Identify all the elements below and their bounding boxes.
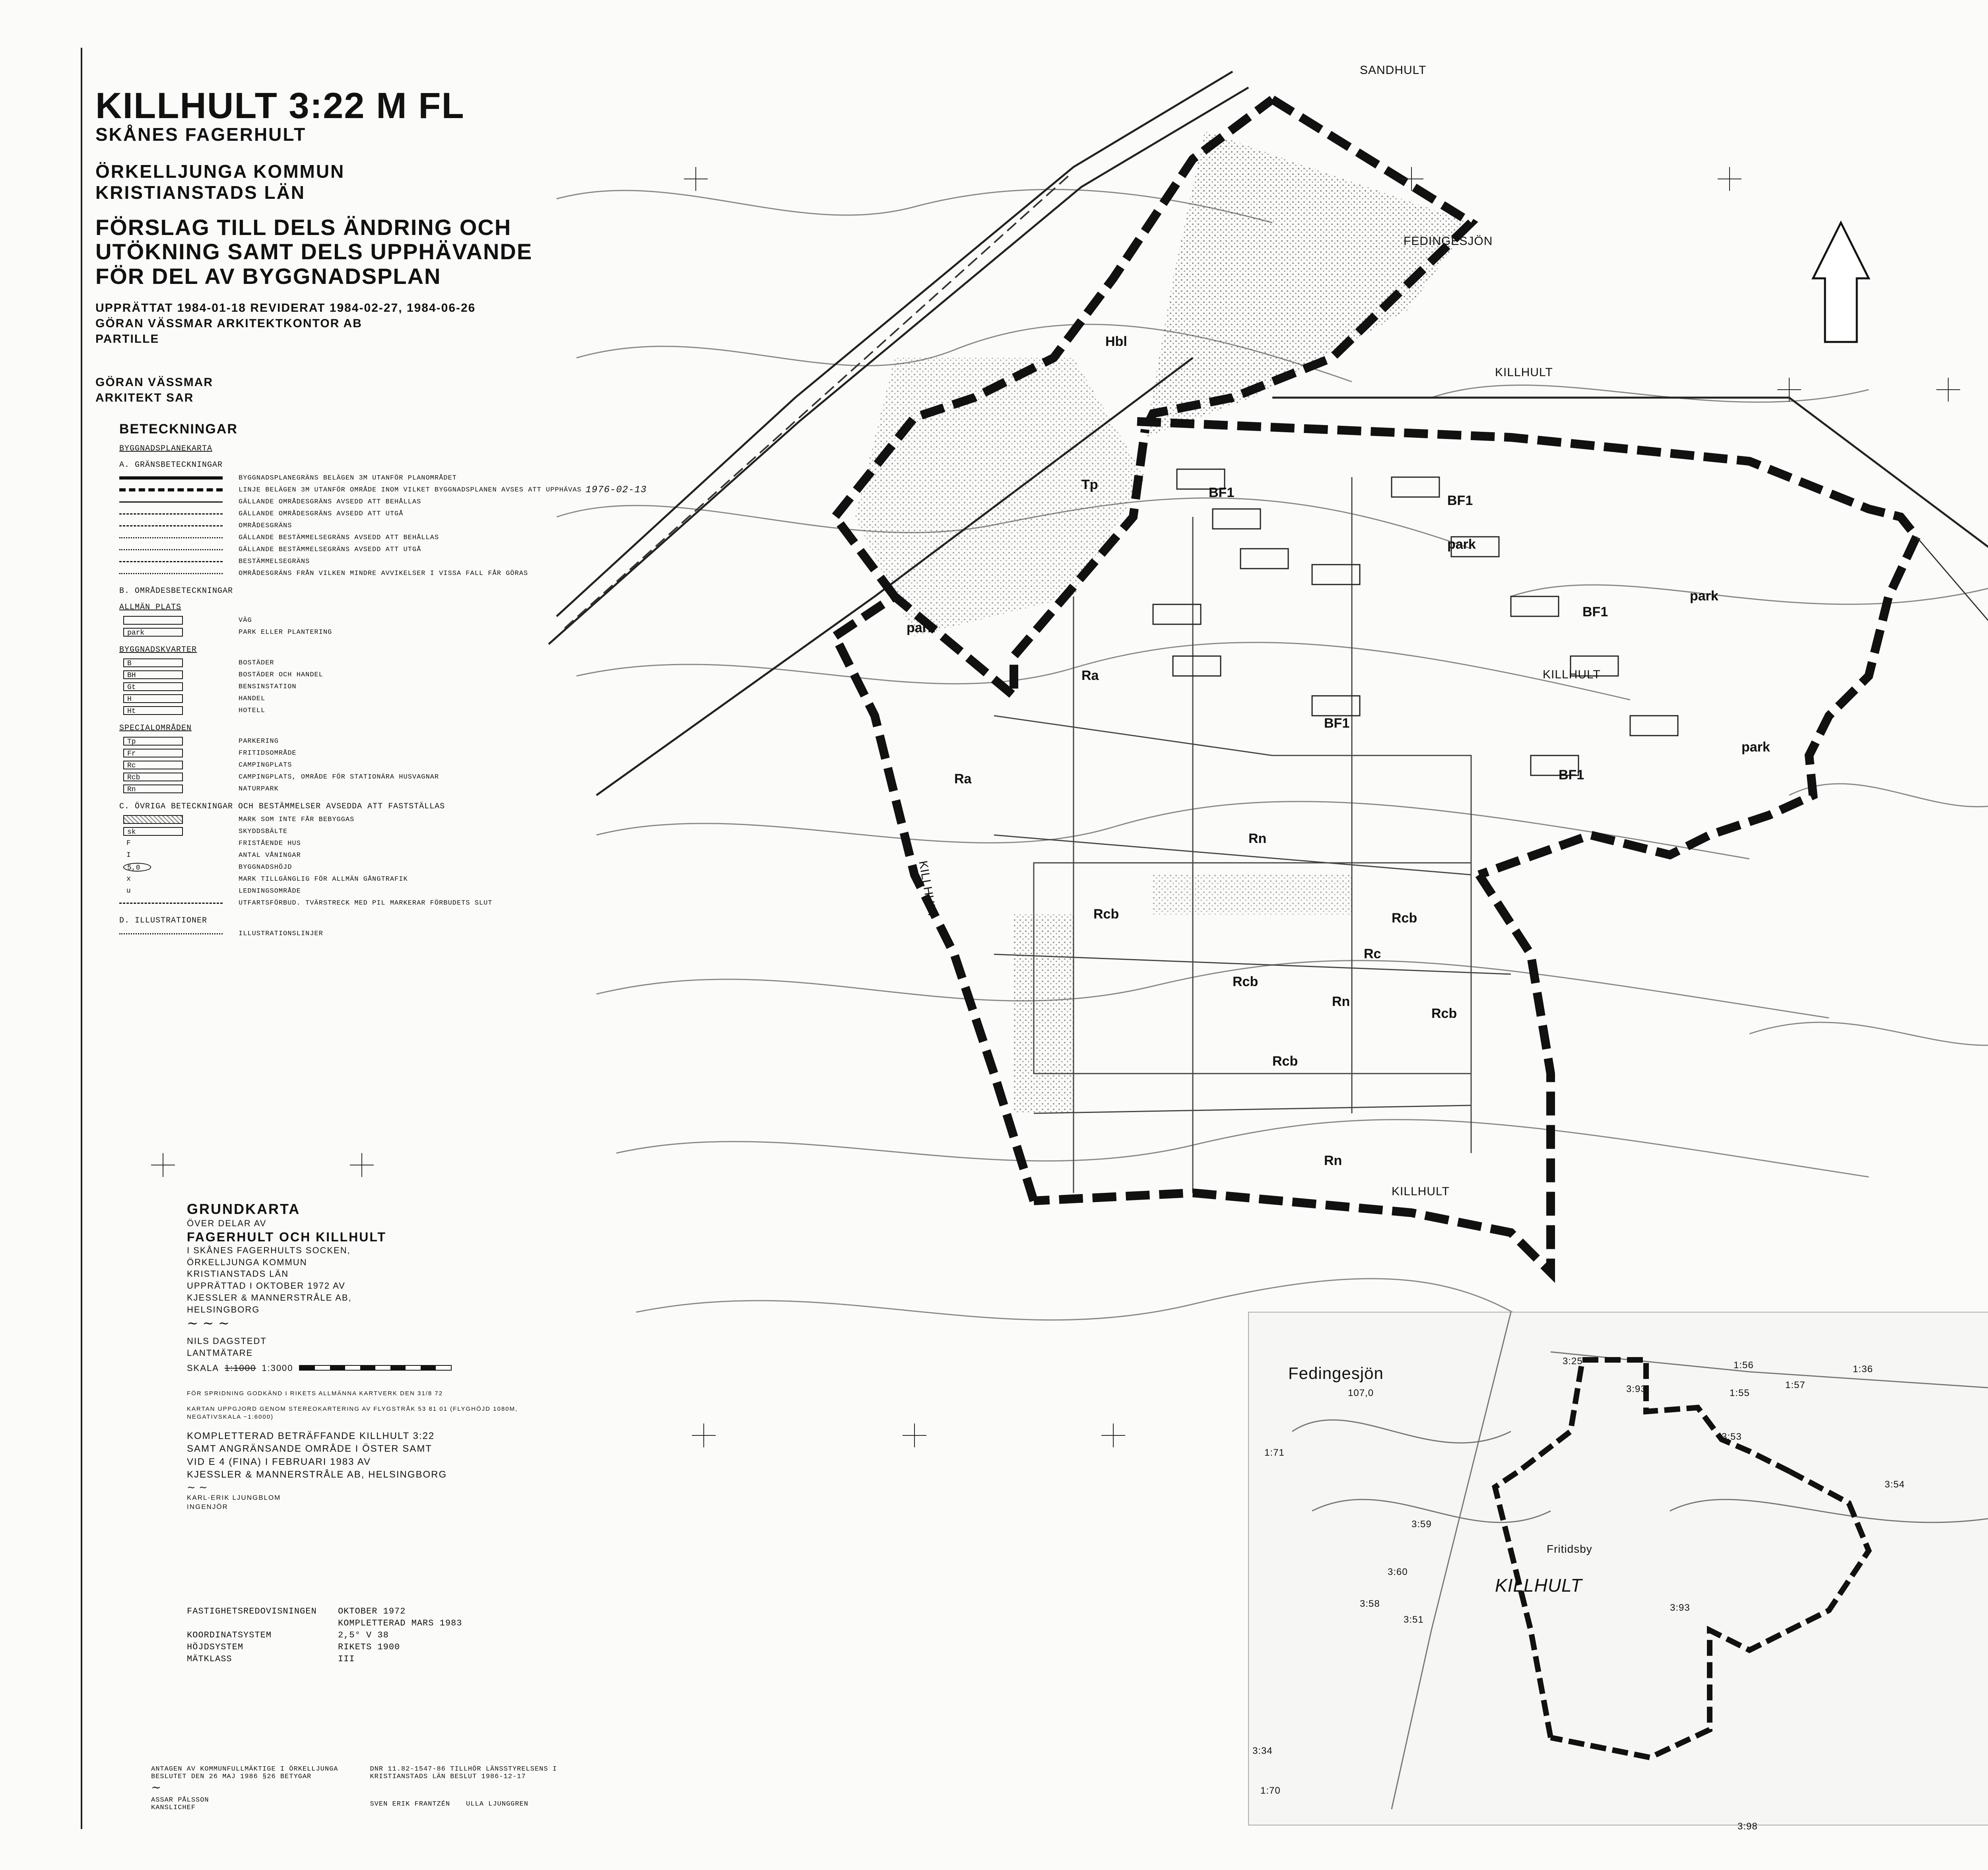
place-label-killhult: KILLHULT bbox=[1392, 1185, 1450, 1198]
parcel-label: 1:57 bbox=[1785, 1380, 1806, 1390]
title-line: ÖRKELLJUNGA KOMMUN bbox=[95, 161, 345, 182]
legend-row: Rn NATURPARK bbox=[119, 783, 537, 795]
proposal-line: UTÖKNING SAMT DELS UPPHÄVANDE bbox=[95, 239, 533, 264]
zone-label: Rcb bbox=[1272, 1054, 1298, 1069]
zone-label: Rn bbox=[1332, 994, 1350, 1009]
legend-row: Ht HOTELL bbox=[119, 705, 537, 717]
handwritten-date: 1976-02-13 bbox=[585, 484, 647, 495]
legend-row: F FRISTÅENDE HUS bbox=[126, 839, 301, 847]
metadata-table bbox=[187, 1606, 513, 1666]
proposal-line: FÖRSLAG TILL DELS ÄNDRING OCH bbox=[95, 214, 512, 240]
legend-row: 5,0 BYGGNADSHÖJD bbox=[119, 861, 537, 873]
metadata-row: KOORDINATSYSTEM 2,5° V 38 bbox=[187, 1630, 389, 1640]
dates-line: PARTILLE bbox=[95, 332, 159, 346]
parcel-label: 3:34 bbox=[1252, 1746, 1273, 1756]
legend-row: GÄLLANDE BESTÄMMELSEGRÄNS AVSEDD ATT UTGÅ bbox=[119, 544, 537, 555]
parcel-label: 3:93 bbox=[1626, 1384, 1646, 1394]
zone-label: Rcb bbox=[1093, 907, 1119, 922]
legend-row: u LEDNINGSOMRÅDE bbox=[126, 887, 301, 895]
zone-label: Rn bbox=[1248, 831, 1267, 846]
legend-section: D. ILLUSTRATIONER bbox=[119, 916, 208, 925]
parcel-label: 3:59 bbox=[1411, 1519, 1432, 1530]
zone-label: BF1 bbox=[1582, 604, 1608, 619]
zone-label: Rcb bbox=[1392, 911, 1417, 926]
legend-heading: BETECKNINGAR bbox=[119, 421, 238, 437]
zone-label: park bbox=[907, 620, 935, 635]
parcel-label: 1:56 bbox=[1734, 1360, 1754, 1371]
grid-cross bbox=[903, 1423, 926, 1447]
north-arrow-shape bbox=[1813, 223, 1869, 342]
metadata-row: HÖJDSYSTEM RIKETS 1900 bbox=[187, 1642, 400, 1652]
zone-label: BF1 bbox=[1559, 767, 1584, 783]
metadata-row: MÄTKLASS III bbox=[187, 1654, 355, 1664]
legend-row: VÄG bbox=[119, 614, 537, 626]
zone-label: BF1 bbox=[1324, 716, 1350, 731]
legend-row: B BOSTÄDER bbox=[119, 657, 537, 669]
legend-row: BH BOSTÄDER OCH HANDEL bbox=[119, 669, 537, 681]
place-label-fritidsby: Fritidsby bbox=[1547, 1543, 1592, 1555]
legend-row: OMRÅDESGRÄNS bbox=[119, 520, 537, 532]
lake-level-label: 107,0 bbox=[1348, 1388, 1374, 1398]
grid-cross bbox=[1400, 167, 1423, 191]
dates-line: UPPRÄTTAT 1984-01-18 REVIDERAT 1984-02-27, 1984-06-26 bbox=[95, 301, 476, 315]
metadata-row: FASTIGHETSREDOVISNINGEN OKTOBER 1972 bbox=[187, 1606, 406, 1616]
legend-row: Gt BENSINSTATION bbox=[119, 681, 537, 693]
zone-label: Hbl bbox=[1105, 334, 1127, 349]
zone-label: Rcb bbox=[1233, 974, 1258, 989]
legend-row: x MARK TILLGÄNGLIG FÖR ALLMÄN GÅNGTRAFIK bbox=[126, 875, 408, 883]
parcel-label: 1:36 bbox=[1853, 1364, 1873, 1375]
zone-label: Rn bbox=[1324, 1153, 1342, 1168]
grid-cross bbox=[350, 1153, 374, 1177]
legend-row: Tp PARKERING bbox=[119, 735, 537, 747]
legend-row: BYGGNADSPLANEGRÄNS BELÄGEN 3M UTANFÖR PLANOMRÅDET bbox=[119, 472, 537, 484]
zone-label: Ra bbox=[1081, 668, 1099, 683]
place-label-killhult: KILLHULT bbox=[916, 860, 940, 919]
parcel-label: 3:25 bbox=[1563, 1356, 1583, 1367]
parcel-label: 1:70 bbox=[1260, 1785, 1281, 1796]
metadata-row: KOMPLETTERAD MARS 1983 bbox=[338, 1618, 462, 1628]
title-line: KRISTIANSTADS LÄN bbox=[95, 182, 306, 203]
legend-subheading: BYGGNADSPLANEKARTA bbox=[119, 444, 213, 453]
grid-cross bbox=[1718, 167, 1741, 191]
zone-label: Ra bbox=[954, 771, 972, 786]
legend-section: C. ÖVRIGA BETECKNINGAR OCH BESTÄMMELSER AVSEDDA ATT FASTSTÄLLAS bbox=[119, 802, 445, 811]
legend-row: GÄLLANDE BESTÄMMELSEGRÄNS AVSEDD ATT BEHÅLLAS bbox=[119, 532, 537, 544]
parcel-label: 3:51 bbox=[1404, 1614, 1424, 1625]
zone-label: BF1 bbox=[1447, 493, 1473, 508]
legend-row: Fr FRITIDSOMRÅDE bbox=[119, 747, 537, 759]
signature-image: ~ ~ bbox=[187, 1481, 208, 1493]
base-map-heading: GRUNDKARTA bbox=[187, 1201, 301, 1217]
legend-section: B. OMRÅDESBETECKNINGAR bbox=[119, 586, 233, 596]
legend-row: GÄLLANDE OMRÅDESGRÄNS AVSEDD ATT UTGÅ bbox=[119, 508, 537, 520]
architect-name: GÖRAN VÄSSMAR bbox=[95, 376, 214, 389]
place-label-killhult: KILLHULT bbox=[1543, 668, 1601, 681]
base-map-block: GRUNDKARTA ÖVER DELAR AV FAGERHULT OCH KILLHULT I SKÅNES FAGERHULTS SOCKEN, ÖRKELLJUNGA KOMMUN KRISTIANSTADS LÄN UPPRÄTTAD I OKTOBER 1972 AV KJESSLER & MANNERSTRÅLE AB, HELSINGBORG ~ ~ ~ NILS DAGSTEDT LANTMÄTARE SKALA 1:1000 1:3000 FÖR SPRIDNING GODKÄND I RIKETS ALLMÄNNA KARTVERK DEN 31/8 72 KARTAN UPPGJORD GENOM STEREOKARTERING AV FLYGSTRÅK 53 81 01 (FLYGHÖJD 1080M, NEGATIVSKALA ~1:6000) KOMPLETTERAD BETRÄFFANDE KILLHULT 3:22 SAMT ANGRÄNSANDE OMRÅDE I ÖSTER SAMT VID E 4 (FINA) I FEBRUARI 1983 AV KJESSLER & MANNERSTRÅLE AB, HELSINGBORG ~ ~ KARL-ERIK LJUNGBLOM INGENJÖR bbox=[187, 1201, 545, 1511]
signature-image: ~ ~ ~ bbox=[187, 1315, 230, 1332]
grid-cross bbox=[1777, 378, 1801, 402]
parcel-label: 3:53 bbox=[1722, 1431, 1742, 1442]
decision-block: ANTAGEN AV KOMMUNFULLMÄKTIGE I ÖRKELLJUNGA BESLUTET DEN 26 MAJ 1986 §26 BETYGAR ~ ASSAR PÅLSSON KANSLICHEF DNR 11.82-1547-86 TILLHÖR LÄNSSTYRELSENS I KRISTIANSTADS LÄN BESLUT 1986-12-17 SVEN ERIK FRANTZÉN ULLA LJUNGGREN bbox=[151, 1765, 557, 1812]
signature-image: ~ bbox=[151, 1781, 162, 1794]
lake-label: Fedingesjön bbox=[1288, 1364, 1384, 1383]
legend: BETECKNINGAR BYGGNADSPLANEKARTA A. GRÄNSBETECKNINGAR BYGGNADSPLANEGRÄNS BELÄGEN 3M UTANFÖR PLANOMRÅDET LINJE BELÄGEN 3M UTANFÖR OMRÅDE INOM VILKET BYGGNADSPLANEN AVSES ATT UPPHÄVAS 1976-02-13 GÄLLANDE OMRÅDESGRÄNS AVSEDD ATT BEHÅLLAS GÄLLANDE OMRÅDESGRÄNS AVSEDD ATT UTGÅ OMRÅDESGRÄNS GÄLLANDE BESTÄMMELSEGRÄNS AVSEDD ATT BEHÅLLAS GÄLLANDE BESTÄMMELSEGRÄNS AVSEDD ATT UTGÅ BESTÄMMELSEGRÄNS OMRÅDESGRÄNS FRÅN VILKEN MINDRE AVVIKELSER I VISSA FALL FÅR GÖRAS B. OMRÅDESBETECKNINGAR ALLMÄN PLATS VÄG park PARK ELLER PLANTERING BYGGNADSKVARTER B BOSTÄDER BH BOSTÄDER OCH HANDEL Gt BENSINSTATION H HANDEL Ht HOTELL SPECIALOMRÅDEN Tp PARKERING Fr FRITIDSOMRÅDE Rc CAMPINGPLATS Rcb CAMPINGPLATS, OMRÅDE FÖR STATIONÄRA HUSVAGNAR Rn NATURPARK C. ÖVRIGA BETECKNINGAR OCH BESTÄMMELSER AVSEDDA ATT FASTSTÄLLAS MARK SOM INTE FÅR BEBYGGAS sk SKYDDSBÄLTE F FRISTÅENDE HUS I ANTAL VÅNINGAR 5,0 BYGGNADSHÖJD x MARK TILLGÄNGLIG FÖR ALLMÄN GÅNGTRAFIK u LEDNINGSOMRÅDE UTFARTSFÖRBUD. TVÄRSTRECK MED PIL MARKERAR FÖRBUDETS SLUT D. ILLUSTRATIONER ILLUSTRATIONSLINJER bbox=[119, 421, 537, 940]
plan-title: KILLHULT 3:22 M FL bbox=[95, 85, 465, 126]
legend-row: H HANDEL bbox=[119, 693, 537, 705]
legend-row: Rc CAMPINGPLATS bbox=[119, 759, 537, 771]
zone-label: Tp bbox=[1081, 477, 1098, 492]
zone-label: park bbox=[1447, 537, 1476, 552]
parcel-label: 1:71 bbox=[1264, 1447, 1285, 1458]
place-label-killhult-lower: KILLHULT bbox=[1495, 1575, 1582, 1596]
grid-cross bbox=[151, 1153, 175, 1177]
legend-row: ILLUSTRATIONSLINJER bbox=[119, 928, 537, 940]
grid-cross bbox=[1101, 1423, 1125, 1447]
proposal-line: FÖR DEL AV BYGGNADSPLAN bbox=[95, 263, 441, 289]
place-label-sandhult: SANDHULT bbox=[1360, 64, 1427, 77]
parcel-label: 3:98 bbox=[1738, 1821, 1758, 1832]
parcel-label: 3:58 bbox=[1360, 1598, 1380, 1609]
grid-cross bbox=[1936, 378, 1960, 402]
legend-row: BESTÄMMELSEGRÄNS bbox=[119, 555, 537, 567]
title-line: SKÅNES FAGERHULT bbox=[95, 124, 307, 145]
architect-title: ARKITEKT SAR bbox=[95, 391, 194, 405]
legend-row: OMRÅDESGRÄNS FRÅN VILKEN MINDRE AVVIKELSER I VISSA FALL FÅR GÖRAS bbox=[119, 567, 537, 579]
legend-row: park PARK ELLER PLANTERING bbox=[119, 626, 537, 638]
dates-line: GÖRAN VÄSSMAR ARKITEKTKONTOR AB bbox=[95, 317, 362, 330]
title-block bbox=[95, 87, 533, 406]
parcel-label: 3:60 bbox=[1388, 1567, 1408, 1577]
parcel-label: 3:54 bbox=[1885, 1479, 1905, 1490]
place-label-fedingesjon: FEDINGESJÖN bbox=[1404, 235, 1493, 248]
legend-row: UTFARTSFÖRBUD. TVÄRSTRECK MED PIL MARKERAR FÖRBUDETS SLUT bbox=[119, 897, 537, 909]
zone-label: park bbox=[1690, 588, 1718, 604]
grid-cross bbox=[692, 1423, 716, 1447]
zone-label: Rcb bbox=[1431, 1006, 1457, 1021]
place-label-killhult: KILLHULT bbox=[1495, 366, 1553, 379]
legend-section: A. GRÄNSBETECKNINGAR bbox=[119, 460, 223, 470]
zone-label: park bbox=[1741, 740, 1770, 755]
legend-row: sk SKYDDSBÄLTE bbox=[119, 825, 537, 837]
parcel-label: 1:55 bbox=[1730, 1388, 1750, 1398]
legend-row: LINJE BELÄGEN 3M UTANFÖR OMRÅDE INOM VILKET BYGGNADSPLANEN AVSES ATT UPPHÄVAS 1976-02-13 bbox=[119, 484, 537, 496]
scale-bar: SKALA 1:1000 1:3000 bbox=[187, 1362, 545, 1374]
parcel-label: 3:93 bbox=[1670, 1602, 1690, 1613]
legend-row: MARK SOM INTE FÅR BEBYGGAS bbox=[119, 814, 537, 825]
zone-label: BF1 bbox=[1209, 485, 1235, 500]
zone-label: Rc bbox=[1364, 946, 1381, 961]
legend-row: I ANTAL VÅNINGAR bbox=[126, 851, 301, 859]
legend-row: Rcb CAMPINGPLATS, OMRÅDE FÖR STATIONÄRA HUSVAGNAR bbox=[119, 771, 537, 783]
grid-cross bbox=[684, 167, 708, 191]
legend-row: GÄLLANDE OMRÅDESGRÄNS AVSEDD ATT BEHÅLLAS bbox=[119, 496, 537, 508]
